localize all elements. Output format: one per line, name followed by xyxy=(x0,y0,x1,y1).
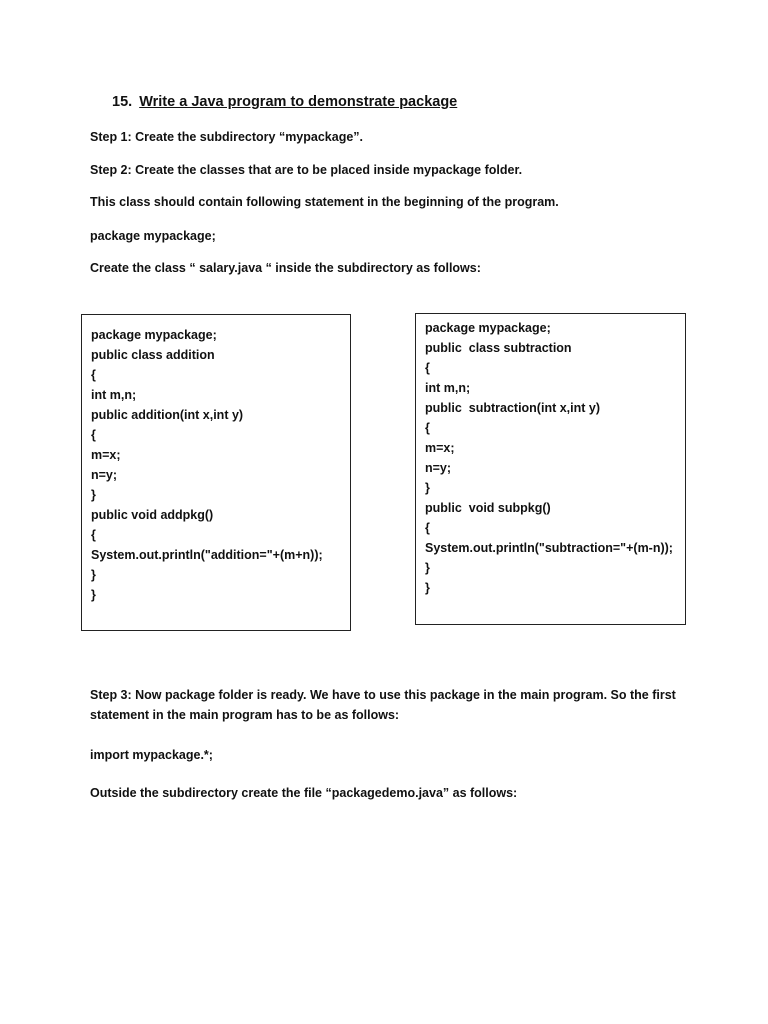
code-line: int m,n; xyxy=(425,381,471,395)
code-line: public addition(int x,int y) xyxy=(91,408,244,422)
code-line: m=x; xyxy=(425,441,455,455)
code-line: package mypackage; xyxy=(425,321,551,335)
section-heading xyxy=(112,94,457,110)
code-line: public void subpkg() xyxy=(425,501,551,515)
addition-code-box xyxy=(81,314,351,631)
code-line: n=y; xyxy=(425,461,452,475)
code-line: System.out.println("addition="+(m+n)); xyxy=(91,548,323,562)
code-line: { xyxy=(91,368,96,382)
subtraction-code-box xyxy=(415,313,686,625)
outside-subdirectory-text: Outside the subdirectory create the file “packagedemo.java” as follows: xyxy=(90,786,518,800)
code-line: } xyxy=(425,581,430,595)
import-statement-text: import mypackage.*; xyxy=(90,748,213,762)
section-title: Write a Java program to demonstrate package xyxy=(139,94,458,110)
package-statement-text: package mypackage; xyxy=(90,229,216,243)
code-line: m=x; xyxy=(91,448,121,462)
code-line: { xyxy=(425,361,430,375)
code-line: { xyxy=(91,528,96,542)
code-line: int m,n; xyxy=(91,388,137,402)
code-line: public subtraction(int x,int y) xyxy=(425,401,600,415)
code-line: } xyxy=(91,568,96,582)
step1-text: Step 1: Create the subdirectory “mypackage”. xyxy=(90,130,364,144)
code-line: System.out.println("subtraction="+(m-n)); xyxy=(425,541,673,555)
class-note-text: This class should contain following statement in the beginning of the program. xyxy=(90,195,559,209)
code-line: public class subtraction xyxy=(425,341,572,355)
code-line: public class addition xyxy=(91,348,215,362)
code-line: { xyxy=(425,521,430,535)
code-line: package mypackage; xyxy=(91,328,217,342)
code-line: } xyxy=(91,488,96,502)
step3-text: Step 3: Now package folder is ready. We have to use this package in the main program. So the first statement in the main program has to be as follows: xyxy=(90,688,676,722)
code-line: } xyxy=(425,561,430,575)
section-number: 15. xyxy=(112,94,133,110)
code-line: } xyxy=(425,481,430,495)
step2-text: Step 2: Create the classes that are to be placed inside mypackage folder. xyxy=(90,163,523,177)
code-line: } xyxy=(91,588,96,602)
create-class-text: Create the class “ salary.java “ inside the subdirectory as follows: xyxy=(90,261,481,275)
code-line: { xyxy=(91,428,96,442)
code-line: { xyxy=(425,421,430,435)
code-line: public void addpkg() xyxy=(91,508,214,522)
code-line: n=y; xyxy=(91,468,118,482)
